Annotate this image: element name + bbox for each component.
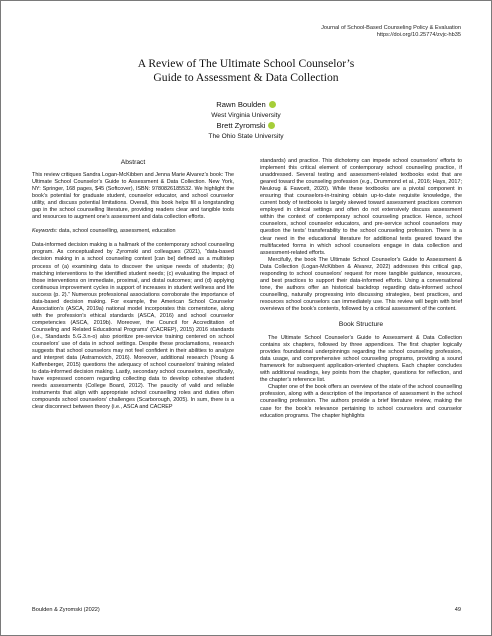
- keywords-text: data, school counselling, assessment, education: [58, 228, 176, 235]
- journal-name: Journal of School-Based Counseling Policy & Evaluation: [321, 25, 461, 31]
- title-line-2: Guide to Assessment & Data Collection: [153, 71, 339, 84]
- left-column: [32, 158, 234, 412]
- body-paragraph: standards) and practice. This dichotomy can impede school counselors’ efforts to implement this critical element of contemporary school counseling practice, if unaddressed. Several testing and assessment-related textbooks exist that are geared toward the counseling profession (e.g., Drummond et al., 2016; Hays, 2017; Neukrug & Fawcett, 2020). While these textbooks are a pivotal component in ensuring that counselors-in-training obtain up-to-date requisite knowledge, the current body of textbooks is largely skewed toward assessment practices common employed in clinical settings and often do not extensively discuss assessment within the context of contemporary school counseling practice. Hence, school counselors, school counselor educators, and pre-service school counselors may question the texts’ transferability to the school counseling profession. There is a clear need in the educational literature for additional texts geared toward the multifaceted forms in which school counselors engage in data collection and assessment-related efforts.: [260, 158, 462, 256]
- journal-doi[interactable]: https://doi.org/10.25774/zvjc-hb35: [376, 32, 461, 39]
- author-1-affiliation: West Virginia University: [211, 112, 281, 119]
- author-1-name: Rawn Boulden: [216, 100, 266, 109]
- title-line-1: A Review of The Ultimate School Counselor’s: [137, 57, 355, 70]
- author-2-affiliation: The Ohio State University: [208, 133, 284, 140]
- abstract-heading: Abstract: [120, 159, 146, 166]
- author-2-name: Brett Zyromski: [216, 121, 266, 130]
- keywords-line: [32, 228, 234, 235]
- body-paragraph: The Ultimate School Counselor’s Guide to Assessment & Data Collection contains six chapters, followed by three appendices. The first chapter logically provides foundational underpinnings regarding the school counseling profession, data usage, and comprehensive school counseling programs, providing a sound framework for subsequent application-oriented chapters. Each chapter concludes with additional readings, key points from the chapter, questions for reflection, and the chapter’s reference list.: [260, 335, 462, 384]
- abstract-text: This review critiques Sandra Logan-McKibben and Jenna Marie Alvarez’s book: The Ultimate School Counselor’s Guide to Assessment & Data Collection. New York, NY: Springer, 168 pages, $45 (Softcover), ISBN: 9780826185532. We highlight the book’s potential for graduate student, counselor educator, and school counselor utility, and discuss potential limitations. Overall, this book helps fill a longstanding gap in the school counselling literature, providing readers clear and tangible tools and resources to augment one’s assessment and data collection efforts.: [32, 172, 234, 221]
- book-structure-heading: Book Structure: [338, 321, 384, 329]
- author-1: [1, 100, 491, 111]
- body-paragraph: Mercifully, the book The Ultimate School Counselor’s Guide to Assessment & Data Collection (Logan-McKibben & Alvarez, 2022) addresses this critical gap, responding to school counselors’ request for more tangible guidance, resources, and best practices to support their data-informed efforts. Using a conversational tone, the authors offer an historical backdrop regarding data-informed school counselling, naturally progressing into discussing strategies, best practices, and resources school counselors can immediately use. This review will begin with brief overviews of the book’s contents, followed by a critical assessment of the content.: [260, 256, 462, 312]
- orcid-icon[interactable]: [269, 101, 276, 108]
- right-column: [260, 158, 462, 420]
- page-number: 49: [454, 607, 461, 613]
- body-paragraph: Chapter one of the book offers an overview of the state of the school counselling profession, along with a description of the importance of assessment in the school counselling profession. The authors provide a brief literature review, making the case for the book’s relevance pertaining to school counselors and counselor education programs. The chapter highlights: [260, 384, 462, 419]
- body-paragraph: Data-informed decision making is a hallmark of the contemporary school counseling program. As conceptualized by Zyromski and colleagues (2021), “data-based decision making in a school counseling context [can be] defined as a multistep process of (a) examining data to discover the unique needs of students; (b) matching interventions to the identified student needs; (c) evaluating the impact of those interventions on immediate, proximal, and distal outcomes; and (d) applying continuous improvement cycles in support of increases in student wellness and life success (p. 2).” Numerous professional associations corroborate the importance of data-based decision making. For example, the American School Counselor Association’s (ASCA, 2019a) national model incorporates this cornerstone, along with the profession’s ethical standards (ASCA, 2016) and school counselor competencies (ASCA, 2019b). Moreover, the Council for Accreditation of Counseling and Related Educational Programs’ (CACREP), 2015) 2016 standards (i.e., Standards 5.G.3.n-o) also prioritize pre-service training centered on school counselors’ use of data in school settings. Despite these proclamations, research suggests that school counselors may not feel confident in their abilities to analyze and interpret data (Astramovich, 2016). Moreover, additional research (Young & Kaffenberger, 2015) questions the adequacy of school counselors’ training related to data-informed decision making. Lastly, secondary school counselors, specifically, have expressed concern regarding collecting data to develop cohesive student needs assessments (College Board, 2012). The paucity of valid and reliable instruments that align with appropriate school counselling roles and duties often compounds school counselors’ challenges (Scarborough, 2005). In sum, there is a clear disconnect between theory (i.e., ASCA and CACREP: [32, 242, 234, 411]
- author-block: [1, 100, 491, 142]
- journal-header: [321, 25, 461, 40]
- article-title: [41, 57, 451, 85]
- keywords-label: Keywords:: [32, 228, 58, 235]
- orcid-icon[interactable]: [268, 122, 275, 129]
- footer-citation: Boulden & Zyromski (2022): [32, 607, 100, 613]
- author-2: [1, 121, 491, 132]
